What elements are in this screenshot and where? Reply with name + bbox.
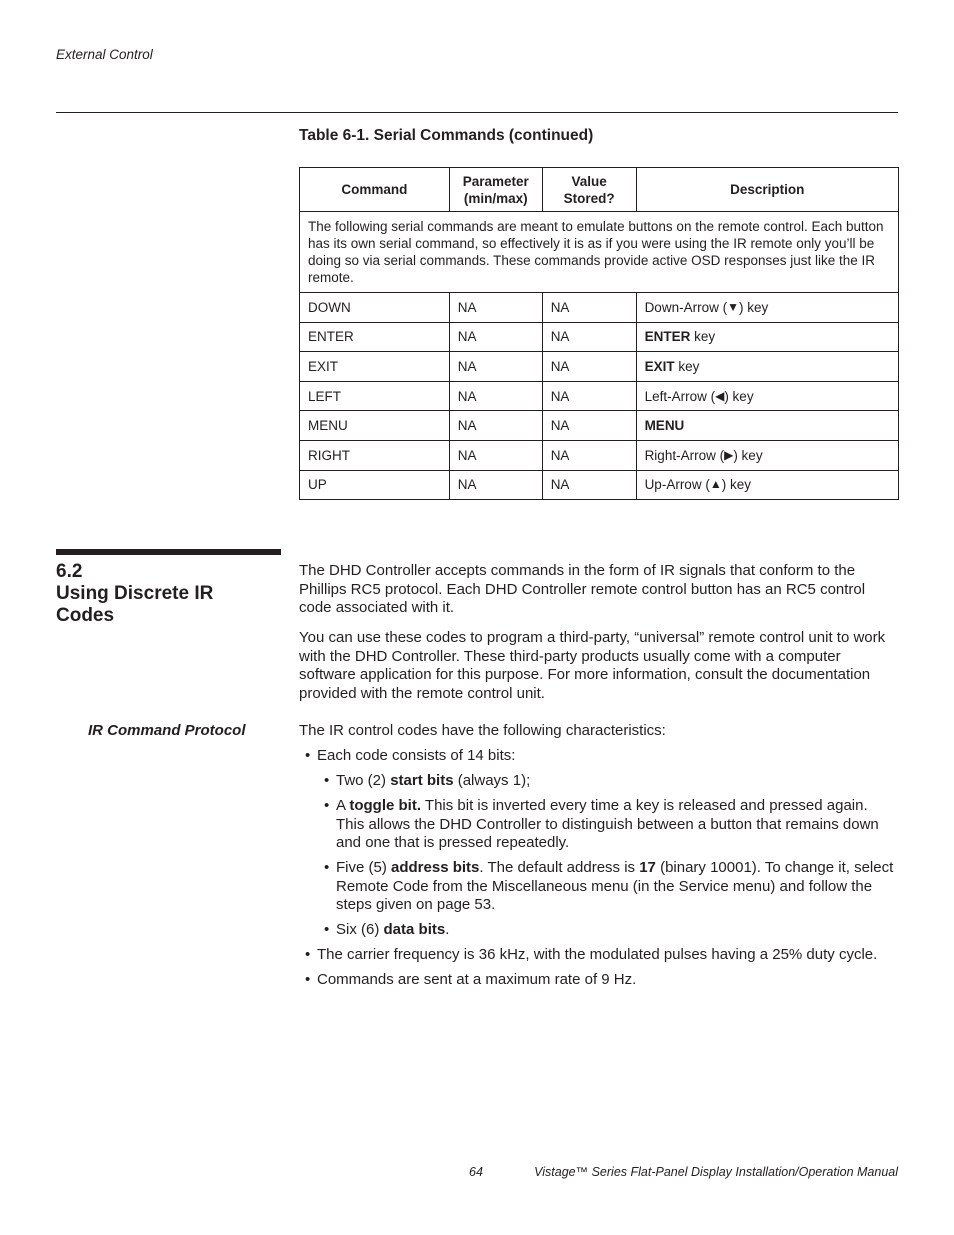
list-item: • Each code consists of 14 bits: bbox=[317, 747, 899, 766]
cell-command: RIGHT bbox=[300, 440, 450, 470]
cell-description: Right-Arrow (▶) key bbox=[636, 440, 898, 470]
cell-parameter: NA bbox=[449, 352, 542, 382]
cell-parameter: NA bbox=[449, 293, 542, 323]
section-title-line2: Codes bbox=[56, 605, 115, 626]
cell-command: MENU bbox=[300, 411, 450, 441]
cell-description: Left-Arrow (◀) key bbox=[636, 381, 898, 411]
footer-title: Vistage™ Series Flat-Panel Display Installation/Operation Manual bbox=[534, 1165, 898, 1179]
cell-parameter: NA bbox=[449, 440, 542, 470]
list-item: • Six (6) data bits. bbox=[336, 921, 899, 940]
cell-stored: NA bbox=[542, 440, 636, 470]
list-item: • Commands are sent at a maximum rate of 9 Hz. bbox=[317, 971, 899, 990]
table-intro-text: The following serial commands are meant to emulate buttons on the remote control. Each button has its own serial command, so effectively it is as if you were using the IR remote only you’ll be doing so via serial commands. These commands provide active OSD responses just like the IR remote. bbox=[300, 212, 899, 293]
table-header-row bbox=[300, 168, 899, 212]
left-arrow-icon: ◀ bbox=[715, 388, 725, 403]
page-number: 64 bbox=[469, 1165, 483, 1179]
cell-command: ENTER bbox=[300, 322, 450, 352]
table-row bbox=[300, 381, 899, 411]
cell-stored: NA bbox=[542, 322, 636, 352]
cell-description: ENTER key bbox=[636, 322, 898, 352]
cell-stored: NA bbox=[542, 411, 636, 441]
list-item: • The carrier frequency is 36 kHz, with the modulated pulses having a 25% duty cycle. bbox=[317, 946, 899, 965]
table-title: Table 6-1. Serial Commands (continued) bbox=[299, 127, 594, 144]
protocol-list bbox=[299, 747, 899, 990]
serial-commands-table bbox=[299, 167, 899, 500]
cell-command: EXIT bbox=[300, 352, 450, 382]
list-item: • Two (2) start bits (always 1); bbox=[336, 772, 899, 791]
section-heading bbox=[56, 561, 213, 627]
header-parameter: Parameter (min/max) bbox=[449, 168, 542, 212]
up-arrow-icon: ▲ bbox=[709, 477, 722, 492]
table-row bbox=[300, 440, 899, 470]
table-row bbox=[300, 470, 899, 500]
protocol-intro: The IR control codes have the following characteristics: bbox=[299, 722, 666, 739]
cell-description: EXIT key bbox=[636, 352, 898, 382]
cell-stored: NA bbox=[542, 381, 636, 411]
cell-command: DOWN bbox=[300, 293, 450, 323]
cell-parameter: NA bbox=[449, 470, 542, 500]
cell-command: UP bbox=[300, 470, 450, 500]
cell-parameter: NA bbox=[449, 381, 542, 411]
section-title-line1: Using Discrete IR bbox=[56, 583, 214, 604]
right-arrow-icon: ▶ bbox=[724, 447, 734, 462]
subsection-heading: IR Command Protocol bbox=[88, 722, 246, 739]
section-number: 6.2 bbox=[56, 561, 83, 582]
table-intro-row bbox=[300, 212, 899, 293]
section-paragraph-1: The DHD Controller accepts commands in the form of IR signals that conform to the Phillips RC5 protocol. Each DHD Controller remote control button has an RC5 control code associated with it. bbox=[299, 562, 866, 616]
table-row bbox=[300, 352, 899, 382]
top-rule bbox=[56, 112, 898, 113]
cell-parameter: NA bbox=[449, 322, 542, 352]
cell-description: Down-Arrow (▼) key bbox=[636, 293, 898, 323]
cell-stored: NA bbox=[542, 470, 636, 500]
cell-stored: NA bbox=[542, 293, 636, 323]
cell-description: MENU bbox=[636, 411, 898, 441]
cell-description: Up-Arrow (▲) key bbox=[636, 470, 898, 500]
table-row bbox=[300, 293, 899, 323]
cell-parameter: NA bbox=[449, 411, 542, 441]
down-arrow-icon: ▼ bbox=[727, 299, 739, 314]
header-description: Description bbox=[636, 168, 898, 212]
header-value-stored: Value Stored? bbox=[542, 168, 636, 212]
cell-stored: NA bbox=[542, 352, 636, 382]
table-row bbox=[300, 411, 899, 441]
cell-command: LEFT bbox=[300, 381, 450, 411]
list-item: • Five (5) address bits. The default address is 17 (binary 10001). To change it, select Remote Code from the Miscellaneous menu (in the Service menu) and follow the steps given on page 53. bbox=[336, 859, 899, 915]
running-head: External Control bbox=[56, 47, 153, 62]
table-row bbox=[300, 322, 899, 352]
section-rule bbox=[56, 549, 281, 555]
section-paragraph-2: You can use these codes to program a third-party, “universal” remote control unit to work with the DHD Controller. These third-party products usually come with a computer software application for this purpose. For more information, consult the documentation provided with the remote control unit. bbox=[299, 629, 886, 702]
header-command: Command bbox=[300, 168, 450, 212]
list-item: • A toggle bit. This bit is inverted every time a key is released and pressed again. This allows the DHD Controller to distinguish between a button that remains down and one that is pressed repeatedly. bbox=[336, 797, 899, 853]
